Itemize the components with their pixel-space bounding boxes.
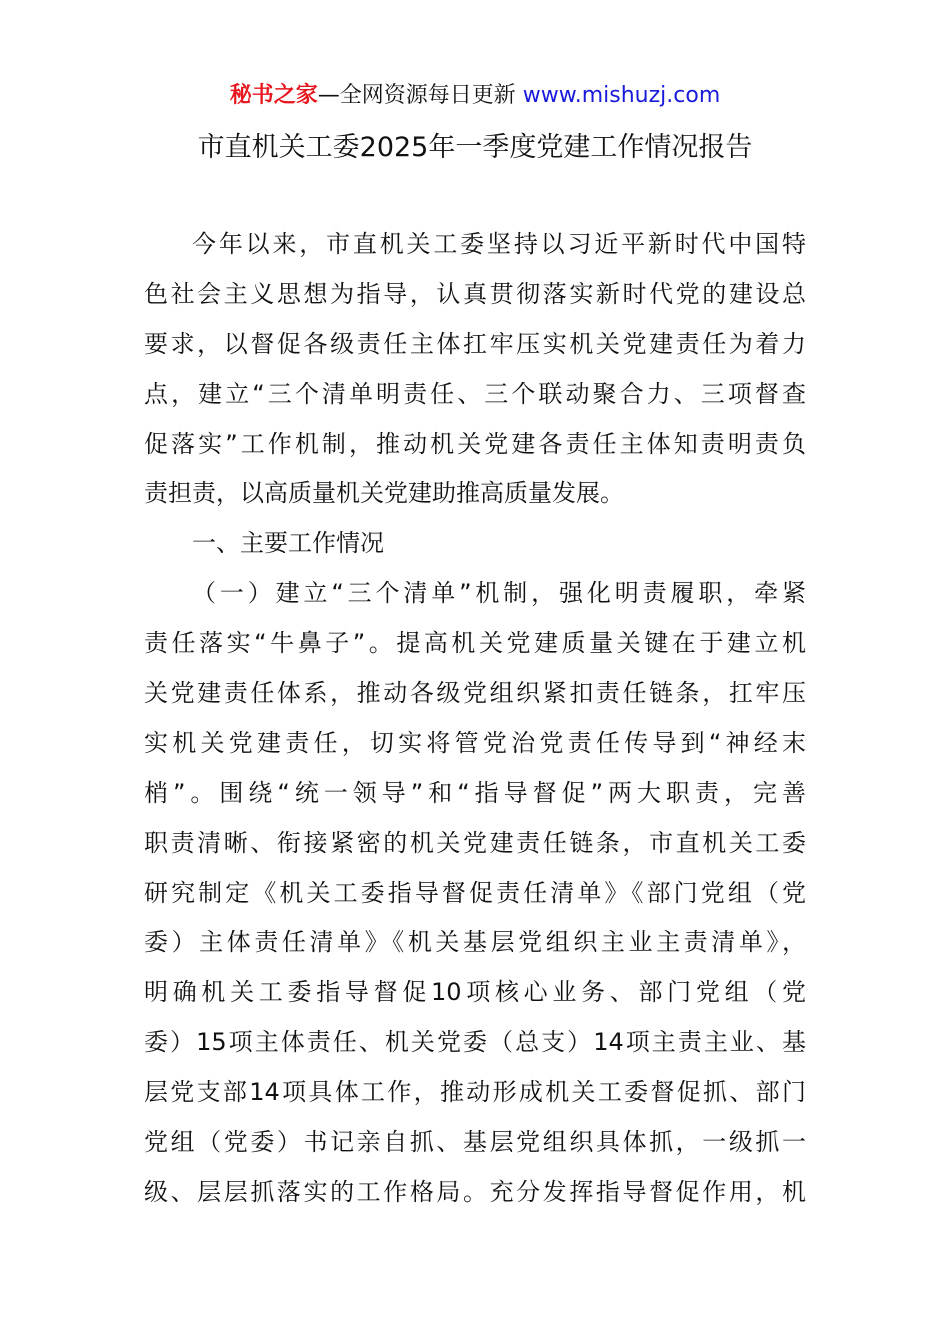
paragraph-line: 关党建责任体系，推动各级党组织紧扣责任链条，扛牢压 [144, 679, 806, 708]
paragraph-line: 点，建立“三个清单明责任、三个联动聚合力、三项督查 [144, 379, 806, 408]
paragraph-line: 要求，以督促各级责任主体扛牢压实机关党建责任为着力 [144, 329, 806, 358]
document-body [144, 227, 806, 1225]
section-heading: 一、主要工作情况 [192, 529, 384, 558]
paragraph-line: 实机关党建责任，切实将管党治党责任传导到“神经末 [144, 728, 806, 757]
paragraph-line: 促落实”工作机制，推动机关党建各责任主体知责明责负 [144, 429, 806, 458]
paragraph-line: 责担责，以高质量机关党建助推高质量发展。 [144, 479, 624, 508]
paragraph-line: 梢”。围绕“统一领导”和“指导督促”两大职责，完善 [144, 778, 806, 807]
paragraph-line: （一）建立“三个清单”机制，强化明责履职，牵紧 [192, 579, 806, 608]
page-title: 市直机关工委2025年一季度党建工作情况报告 [197, 132, 753, 163]
paragraph-line: 色社会主义思想为指导，认真贯彻落实新时代党的建设总 [144, 279, 806, 308]
paragraph-line: 党组（党委）书记亲自抓、基层党组织具体抓，一级抓一 [144, 1128, 806, 1157]
paragraph-line: 责任落实“牛鼻子”。提高机关党建质量关键在于建立机 [144, 629, 806, 658]
banner-tagline: —全网资源每日更新 [317, 83, 516, 108]
paragraph-line: 层党支部14项具体工作，推动形成机关工委督促抓、部门 [144, 1078, 806, 1107]
paragraph-line: 级、层层抓落实的工作格局。充分发挥指导督促作用，机 [144, 1177, 806, 1206]
paragraph-line: 委）主体责任清单》《机关基层党组织主业主责清单》， [144, 928, 806, 957]
paragraph-line: 委）15项主体责任、机关党委（总支）14项主责主业、基 [144, 1028, 806, 1057]
paragraph-line: 研究制定《机关工委指导督促责任清单》《部门党组（党 [144, 878, 806, 907]
paragraph-line: 今年以来，市直机关工委坚持以习近平新时代中国特 [192, 230, 806, 258]
paragraph-line: 职责清晰、衔接紧密的机关党建责任链条，市直机关工委 [144, 828, 806, 857]
site-banner [0, 80, 950, 112]
brand-name: 秘书之家 [229, 83, 318, 108]
paragraph-line: 明确机关工委指导督促10项核心业务、部门党组（党 [144, 978, 806, 1007]
website-link[interactable]: www.mishuzj.com [522, 83, 721, 108]
